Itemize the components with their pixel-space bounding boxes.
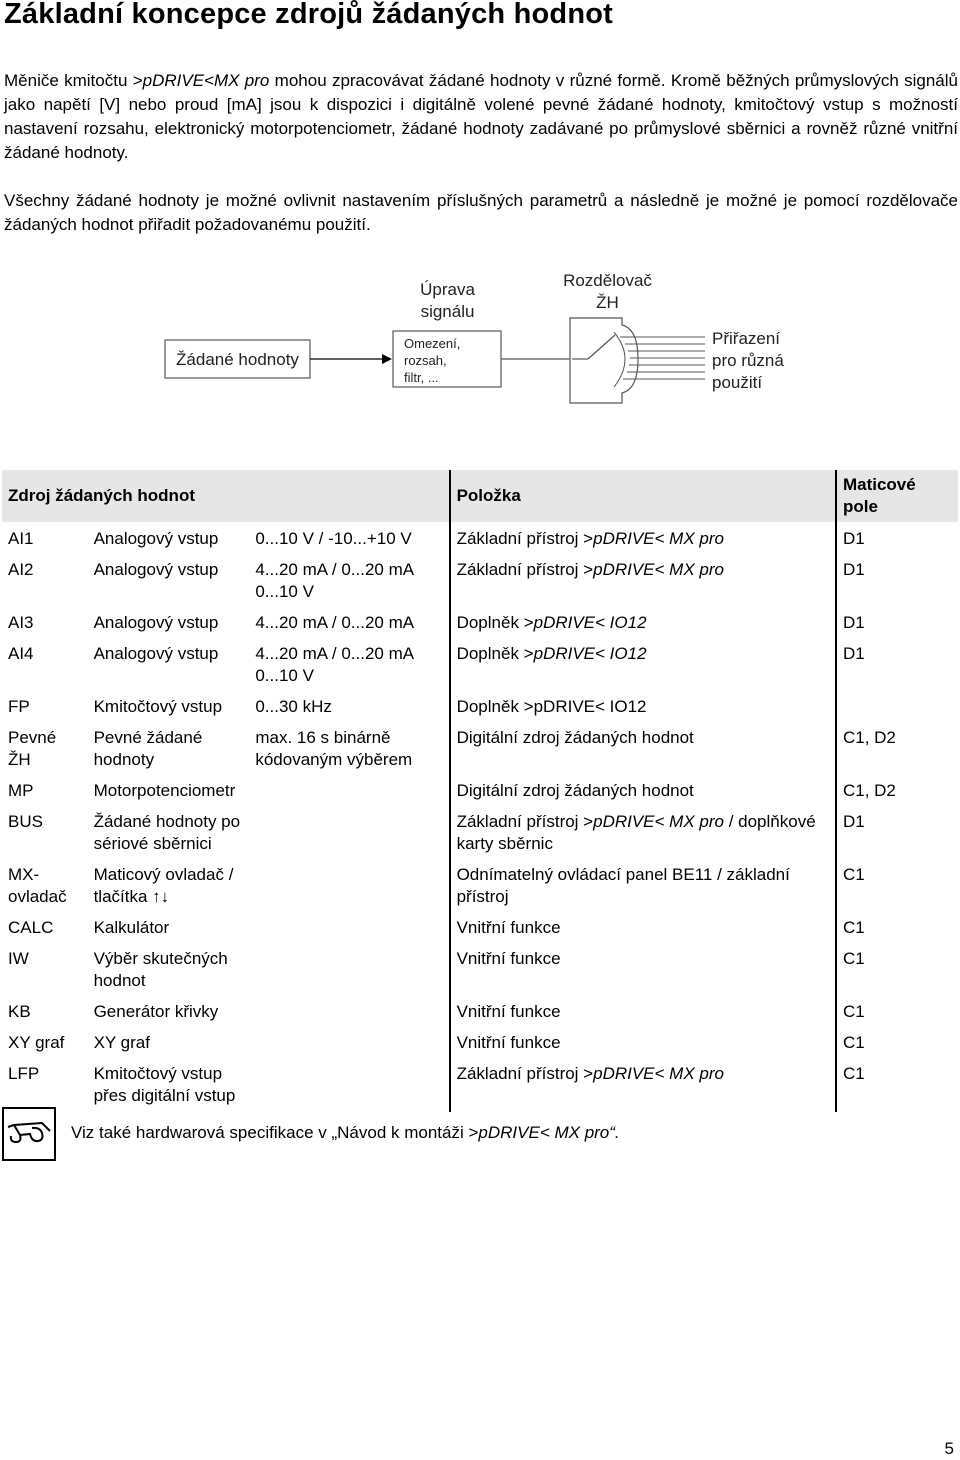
cell-type: Analogový vstup [93,613,219,632]
table-row [2,776,958,807]
cell-type: Kmitočtový vstup přes digitální vstup [93,1064,236,1105]
signal-title-line1: Úprava [420,280,475,299]
cell-item-b: pDRIVE< MX pro [593,560,724,579]
page-number: 5 [944,1439,954,1458]
cell-item-a: Základní přístroj > [456,529,594,548]
table-row [2,944,958,997]
cell-item-b: pDRIVE< MX pro [593,812,724,831]
header-matrix [836,470,958,522]
cell-range [249,913,449,944]
note [2,1107,960,1163]
splitter-title-line1: Rozdělovač [563,271,652,290]
header-source: Zdroj žádaných hodnot [2,470,450,522]
cell-matrix: C1 [836,860,958,913]
note-product: pDRIVE< MX pro [478,1123,610,1142]
cell-matrix: D1 [836,639,958,692]
cell-item-a: Doplněk >pDRIVE< IO12 [456,697,647,716]
table-row [2,807,958,860]
signal-box-line3: filtr, ... [404,370,439,385]
cell-matrix: D1 [836,522,958,555]
cell-item [450,723,836,776]
table-row [2,1028,958,1059]
cell-type: XY graf [93,1033,150,1052]
header-matrix-line2: pole [842,497,878,516]
para1-part-a: Měniče kmitočtu > [4,71,143,90]
cell-item-a: Vnitřní funkce [456,918,561,937]
cell-matrix: C1 [836,944,958,997]
cell-item-b: pDRIVE< MX pro [593,1064,724,1083]
cell-item-a: Základní přístroj > [456,1064,594,1083]
cell-item [450,860,836,913]
note-part-c: “. [609,1123,620,1142]
para1-product: pDRIVE<MX pro [142,71,270,90]
cell-range: 4...20 mA / 0...20 mA [255,613,415,632]
cell-code: AI2 [8,560,34,579]
table-row [2,608,958,639]
cell-item [450,776,836,807]
cell-code: BUS [8,812,43,831]
cell-type: Analogový vstup [93,560,219,579]
cell-code: MX-ovladač [8,865,67,906]
table-row [2,723,958,776]
cell-matrix: D1 [836,608,958,639]
assign-line3: použití [712,373,763,392]
header-matrix-line1: Maticové [842,475,916,494]
cell-item-a: Vnitřní funkce [456,1033,561,1052]
cell-type: Motorpotenciometr [93,781,236,800]
signal-box-line2: rozsah, [404,353,447,368]
cell-item [450,608,836,639]
cell-item-b: pDRIVE< MX pro [593,529,724,548]
cell-item [450,944,836,997]
setpoint-diagram [160,265,800,430]
cell-code: FP [8,697,30,716]
cell-type: Kmitočtový vstup [93,697,223,716]
header-item: Položka [450,470,836,522]
cell-item-a: Vnitřní funkce [456,949,561,968]
cell-code: IW [8,949,29,968]
cell-type: Žádané hodnoty po sériové sběrnici [93,812,241,853]
cell-matrix: C1 [836,1059,958,1112]
splitter-title-line2: ŽH [596,293,619,312]
splitter-shape [570,318,638,403]
cell-range: 4...20 mA / 0...20 mA 0...10 V [255,560,414,601]
cell-item-a: Doplněk > [456,644,534,663]
signal-box-line1: Omezení, [404,336,461,351]
cell-item [450,639,836,692]
cell-code: XY graf [8,1033,65,1052]
table-header-row [2,470,958,522]
table-row [2,692,958,723]
cell-code: AI3 [8,613,34,632]
note-text [71,1123,620,1143]
flow-arrow-head [382,354,392,364]
note-part-a: Viz také hardwarová specifikace v „Návod k montáži > [71,1123,479,1142]
cell-matrix: C1 [836,997,958,1028]
cell-item-a: Digitální zdroj žádaných hodnot [456,728,694,747]
cell-item [450,522,836,555]
table-row [2,913,958,944]
cell-type: Pevné žádané hodnoty [93,728,203,769]
cell-type: Analogový vstup [93,644,219,663]
cell-item-b: pDRIVE< IO12 [533,644,647,663]
cell-item-a: Digitální zdroj žádaných hodnot [456,781,694,800]
cell-item [450,555,836,608]
glasses-icon-svg [4,1109,54,1159]
cell-type: Generátor křivky [93,1002,219,1021]
second-paragraph: Všechny žádané hodnoty je možné ovlivnit nastavením příslušných parametrů a následně je možné je pomocí rozdělovače žádaných hodnot přiřadit požadovanému použití. [4,191,958,234]
glasses-left-lens [8,1125,21,1142]
cell-matrix: C1, D2 [836,723,958,776]
assign-line1: Přiřazení [712,329,781,348]
glasses-right-lens [20,1128,43,1141]
cell-code: KB [8,1002,31,1021]
cell-matrix: D1 [836,555,958,608]
cell-code: MP [8,781,34,800]
cell-item-a: Vnitřní funkce [456,1002,561,1021]
cell-item [450,807,836,860]
cell-type: Výběr skutečných hodnot [93,949,228,990]
para1-part-c: mohou zpracovávat žádané hodnoty v různé formě. Kromě běžných průmyslových signálů jako napětí [V] nebo proud [mA] jsou k dispozici i digitálně volené pevné žádané hodnoty, kmitočtový vstup s možností nastavení rozsahu, elektronický motorpotenciometr, žádané hodnoty zadávané po průmyslové sběrnici a rovněž různé vnitřní žádané hodnoty. [4,71,958,162]
cell-code: AI1 [8,529,34,548]
cell-range [249,860,449,913]
source-box-label: Žádané hodnoty [176,350,299,369]
table-row [2,997,958,1028]
cell-range: 4...20 mA / 0...20 mA 0...10 V [255,644,414,685]
table-row [2,1059,958,1112]
cell-code: AI4 [8,644,34,663]
cell-range [249,807,449,860]
cell-range: max. 16 s binárně kódovaným výběrem [255,728,413,769]
glasses-icon [2,1107,56,1161]
cell-item-b: pDRIVE< IO12 [533,613,647,632]
cell-type: Analogový vstup [93,529,219,548]
cell-item [450,1059,836,1112]
setpoint-sources-table [2,470,958,1112]
cell-range [249,1028,449,1059]
cell-matrix: C1 [836,913,958,944]
cell-item [450,913,836,944]
cell-item-a: Základní přístroj > [456,560,594,579]
cell-type: Kalkulátor [93,918,170,937]
table-row [2,639,958,692]
cell-range [249,1059,449,1112]
intro-paragraph [4,69,958,165]
cell-item-a: Základní přístroj > [456,812,594,831]
signal-title-line2: signálu [420,302,475,321]
cell-item-a: Odnímatelný ovládací panel BE11 / základní přístroj [456,865,790,906]
cell-matrix: C1, D2 [836,776,958,807]
cell-code: CALC [8,918,54,937]
cell-range [249,997,449,1028]
cell-matrix [836,692,958,723]
cell-type: Maticový ovladač / tlačítka ↑↓ [93,865,234,906]
cell-code: Pevné ŽH [8,728,57,769]
table-row [2,522,958,555]
table-row [2,860,958,913]
page-title: Základní koncepce zdrojů žádaných hodnot [4,0,614,30]
cell-item-a: Doplněk > [456,613,534,632]
cell-range: 0...30 kHz [255,697,332,716]
table-body [2,522,958,1112]
cell-item [450,997,836,1028]
cell-range [249,944,449,997]
cell-matrix: D1 [836,807,958,860]
cell-item-c: / doplňkové karty sběrnic [456,812,816,853]
cell-matrix: C1 [836,1028,958,1059]
cell-range: 0...10 V / -10...+10 V [255,529,412,548]
table-row [2,555,958,608]
cell-item [450,1028,836,1059]
cell-item [450,692,836,723]
cell-code: LFP [8,1064,40,1083]
assign-line2: pro různá [712,351,784,370]
cell-range [249,776,449,807]
